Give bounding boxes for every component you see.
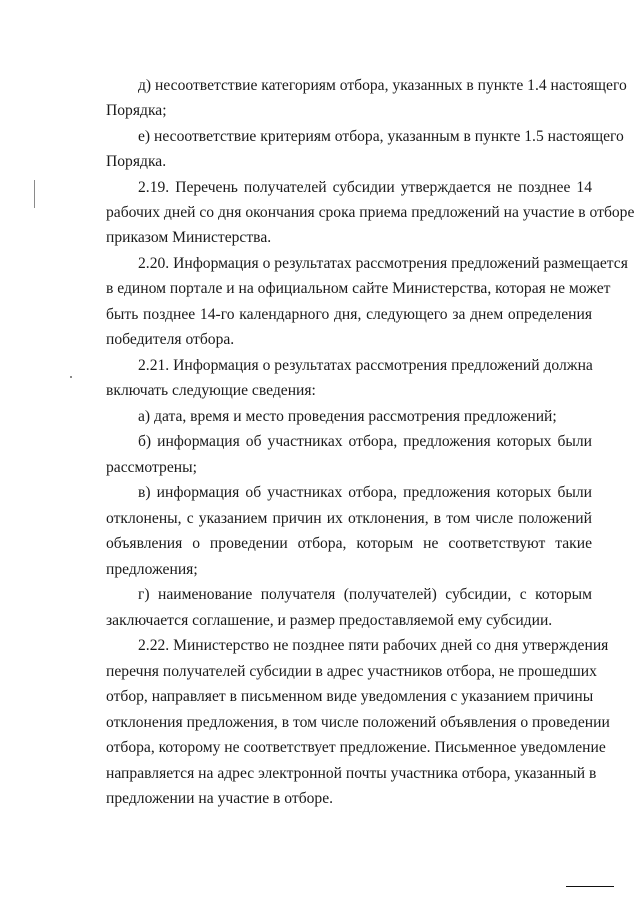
text-line: отклонены, с указанием причин их отклонения, в том числе положений <box>106 510 592 527</box>
text-line: б) информация об участниках отбора, предложения которых были <box>138 433 592 450</box>
text-line: в едином портале и на официальном сайте Министерства, которая не может <box>106 280 611 297</box>
text-line: отклонения предложения, в том числе положений объявления о проведении <box>106 714 610 731</box>
text-line: рассмотрены; <box>106 459 197 476</box>
text-line: отбора, которому не соответствует предложение. Письменное уведомление <box>106 739 606 756</box>
text-line: 2.22. Министерство не позднее пяти рабочих дней со дня утверждения <box>138 637 609 654</box>
text-line: предложении на участие в отборе. <box>106 790 334 807</box>
text-line: 2.19. Перечень получателей субсидии утверждается не позднее 14 <box>138 179 592 196</box>
text-line: перечня получателей субсидии в адрес участников отбора, не прошедших <box>106 663 597 680</box>
text-line: е) несоответствие критериям отбора, указанным в пункте 1.5 настоящего <box>138 128 624 145</box>
text-line: направляется на адрес электронной почты участника отбора, указанный в <box>106 765 597 782</box>
text-line: заключается соглашение, и размер предоставляемой ему субсидии. <box>106 612 553 629</box>
text-line: победителя отбора. <box>106 331 235 348</box>
text-line: включать следующие сведения: <box>106 382 316 399</box>
text-line: объявления о проведении отбора, которым не соответствуют такие <box>106 535 592 552</box>
text-line: быть позднее 14-го календарного дня, следующего за днем определения <box>106 306 592 323</box>
text-line: рабочих дней со дня окончания срока приема предложений на участие в отборе <box>106 204 635 221</box>
text-line: Порядка; <box>106 102 167 119</box>
footer-rule <box>566 886 614 887</box>
scan-mark-left-dot <box>70 376 72 378</box>
text-line: г) наименование получателя (получателей) субсидии, с которым <box>138 586 592 603</box>
text-line: д) несоответствие категориям отбора, указанных в пункте 1.4 настоящего <box>138 77 627 94</box>
text-line: предложения; <box>106 561 198 578</box>
text-line: 2.21. Информация о результатах рассмотрения предложений должна <box>138 357 593 374</box>
text-line: в) информация об участниках отбора, предложения которых были <box>138 484 592 501</box>
text-line: приказом Министерства. <box>106 229 272 246</box>
text-line: отбор, направляет в письменном виде уведомления с указанием причины <box>106 688 594 705</box>
text-line: Порядка. <box>106 153 167 170</box>
text-line: 2.20. Информация о результатах рассмотрения предложений размещается <box>138 255 628 272</box>
text-line: а) дата, время и место проведения рассмотрения предложений; <box>138 408 557 425</box>
scan-mark-left <box>34 180 35 208</box>
